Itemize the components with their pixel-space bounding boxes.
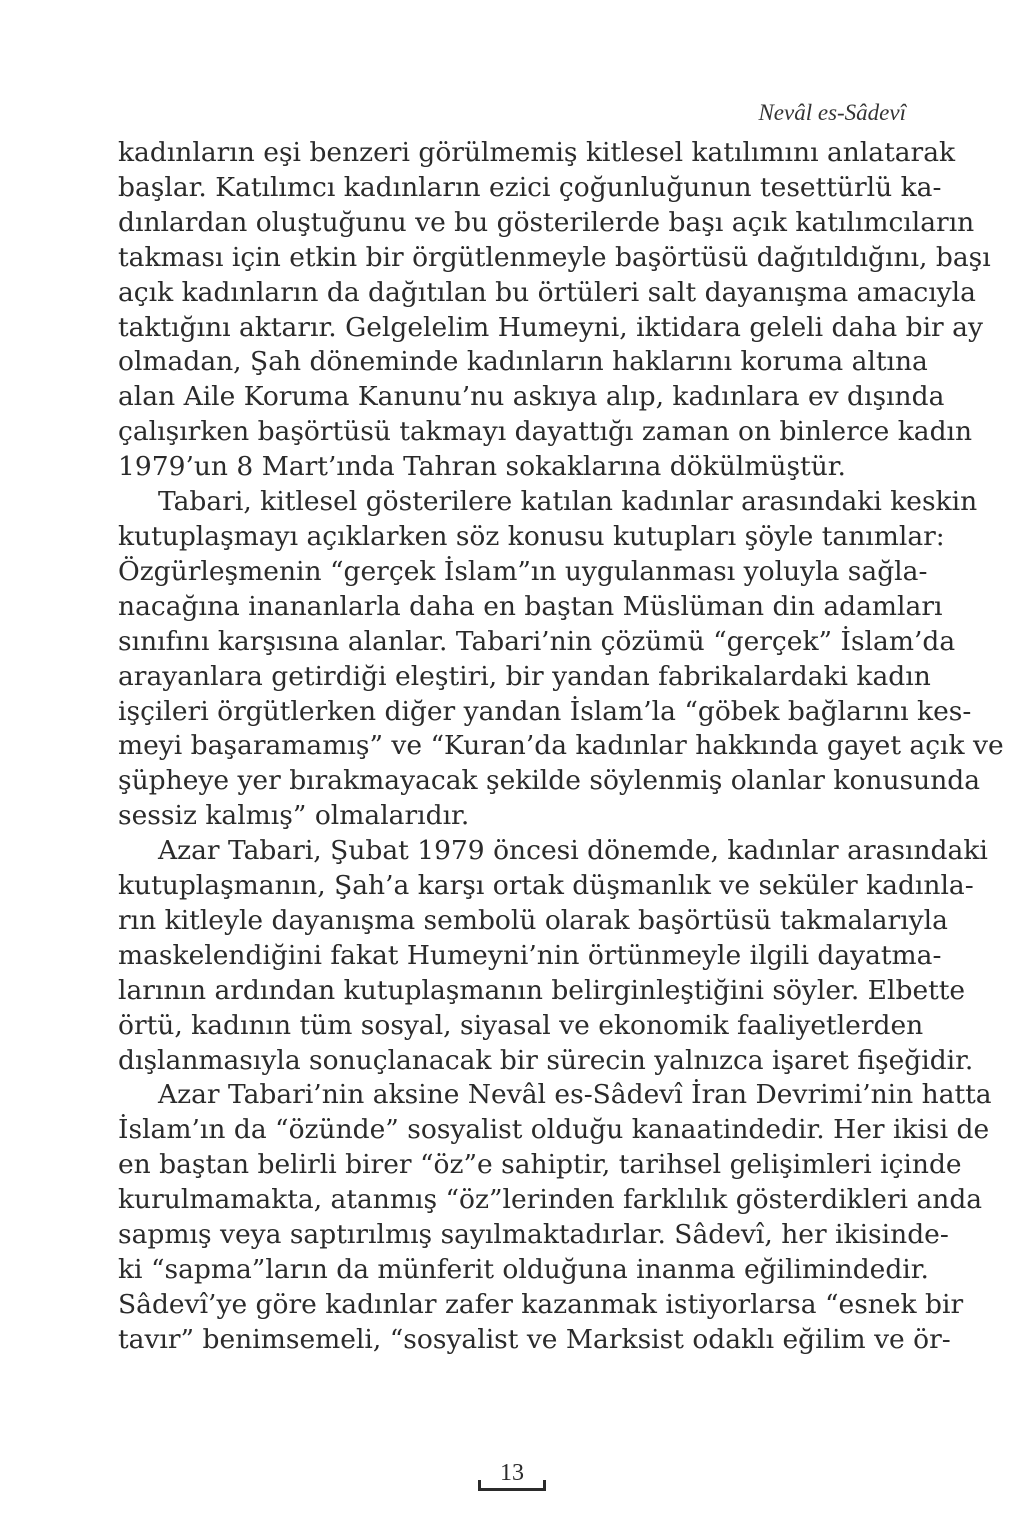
paragraph bbox=[118, 1078, 992, 1357]
text-line: örtü, kadının tüm sosyal, siyasal ve ekonomik faaliyetlerden bbox=[118, 1009, 924, 1041]
text-line: maskelendiğini fakat Humeyni’nin örtünmeyle ilgili dayatma- bbox=[118, 939, 942, 971]
text-line: rın kitleyle dayanışma sembolü olarak başörtüsü takmalarıyla bbox=[118, 904, 948, 936]
text-line: çalışırken başörtüsü takmayı dayattığı zaman on binlerce kadın bbox=[118, 416, 973, 448]
page-footer bbox=[0, 1460, 1024, 1500]
page-number-rule-tick bbox=[478, 1480, 481, 1491]
text-line: kurulmamakta, atanmış “öz”lerinden farklılık gösterdikleri anda bbox=[118, 1184, 983, 1216]
text-line: sessiz kalmış” olmalarıdır. bbox=[118, 800, 470, 832]
text-line: larının ardından kutuplaşmanın belirginleştiğini söyler. Elbette bbox=[118, 974, 966, 1006]
text-line: olmadan, Şah döneminde kadınların haklarını koruma altına bbox=[118, 346, 928, 378]
paragraph bbox=[118, 136, 991, 485]
text-line: açık kadınların da dağıtılan bu örtüleri salt dayanışma amacıyla bbox=[118, 276, 976, 308]
text-line: kutuplaşmayı açıklarken söz konusu kutupları şöyle tanımlar: bbox=[118, 520, 945, 552]
page-number-rule bbox=[478, 1488, 546, 1491]
text-line: alan Aile Koruma Kanunu’nu askıya alıp, kadınlara ev dışında bbox=[118, 381, 945, 413]
text-line: sapmış veya saptırılmış sayılmaktadırlar. Sâdevî, her ikisinde- bbox=[118, 1219, 949, 1251]
text-line: meyi başaramamış” ve “Kuran’da kadınlar hakkında gayet açık ve bbox=[118, 730, 1004, 762]
page-number-rule-tick bbox=[543, 1480, 546, 1491]
text-line: sınıfını karşısına alanlar. Tabari’nin çözümü “gerçek” İslam’da bbox=[118, 625, 956, 657]
text-line: en baştan belirli birer “öz”e sahiptir, tarihsel gelişimleri içinde bbox=[118, 1149, 962, 1181]
text-line: Sâdevî’ye göre kadınlar zafer kazanmak istiyorlarsa “esnek bir bbox=[118, 1288, 964, 1320]
text-line: Azar Tabari’nin aksine Nevâl es-Sâdevî İran Devrimi’nin hatta bbox=[158, 1079, 992, 1111]
text-line: dınlardan oluştuğunu ve bu gösterilerde başı açık katılımcıların bbox=[118, 206, 975, 238]
text-line: tavır” benimsemeli, “sosyalist ve Marksist odaklı eğilim ve ör- bbox=[118, 1323, 951, 1355]
text-line: nacağına inananlarla daha en baştan Müslüman din adamları bbox=[118, 590, 943, 622]
page-number: 13 bbox=[500, 1460, 524, 1486]
text-line: takması için etkin bir örgütlenmeyle başörtüsü dağıtıldığını, başı bbox=[118, 241, 991, 273]
text-line: taktığını aktarır. Gelgelelim Humeyni, iktidara geleli daha bir ay bbox=[118, 311, 983, 343]
text-line: işçileri örgütlerken diğer yandan İslam’la “göbek bağlarını kes- bbox=[118, 695, 972, 727]
running-header: Nevâl es-Sâdevî bbox=[758, 100, 906, 125]
text-line: İslam’ın da “özünde” sosyalist olduğu kanaatindedir. Her ikisi de bbox=[118, 1114, 990, 1146]
text-line: Özgürleşmenin “gerçek İslam”ın uygulanması yoluyla sağla- bbox=[118, 555, 928, 587]
text-line: kadınların eşi benzeri görülmemiş kitlesel katılımını anlatarak bbox=[118, 137, 956, 168]
text-line: Tabari, kitlesel gösterilere katılan kadınlar arasındaki keskin bbox=[158, 486, 978, 518]
body-text bbox=[118, 136, 1004, 1358]
text-line: Azar Tabari, Şubat 1979 öncesi dönemde, kadınlar arasındaki bbox=[158, 835, 988, 867]
text-line: arayanlara getirdiği eleştiri, bir yandan fabrikalardaki kadın bbox=[118, 660, 931, 692]
text-line: kutuplaşmanın, Şah’a karşı ortak düşmanlık ve seküler kadınla- bbox=[118, 870, 974, 902]
paragraph bbox=[118, 485, 1004, 834]
text-line: dışlanmasıyla sonuçlanacak bir sürecin yalnızca işaret fişeğidir. bbox=[118, 1044, 974, 1076]
text-line: başlar. Katılımcı kadınların ezici çoğunluğunun tesettürlü ka- bbox=[118, 171, 942, 203]
text-line: şüpheye yer bırakmayacak şekilde söylenmiş olanlar konusunda bbox=[118, 765, 981, 797]
paragraph bbox=[118, 834, 988, 1078]
text-line: ki “sapma”ların da münferit olduğuna inanma eğilimindedir. bbox=[118, 1254, 929, 1285]
text-line: 1979’un 8 Mart’ında Tahran sokaklarına dökülmüştür. bbox=[118, 451, 846, 483]
